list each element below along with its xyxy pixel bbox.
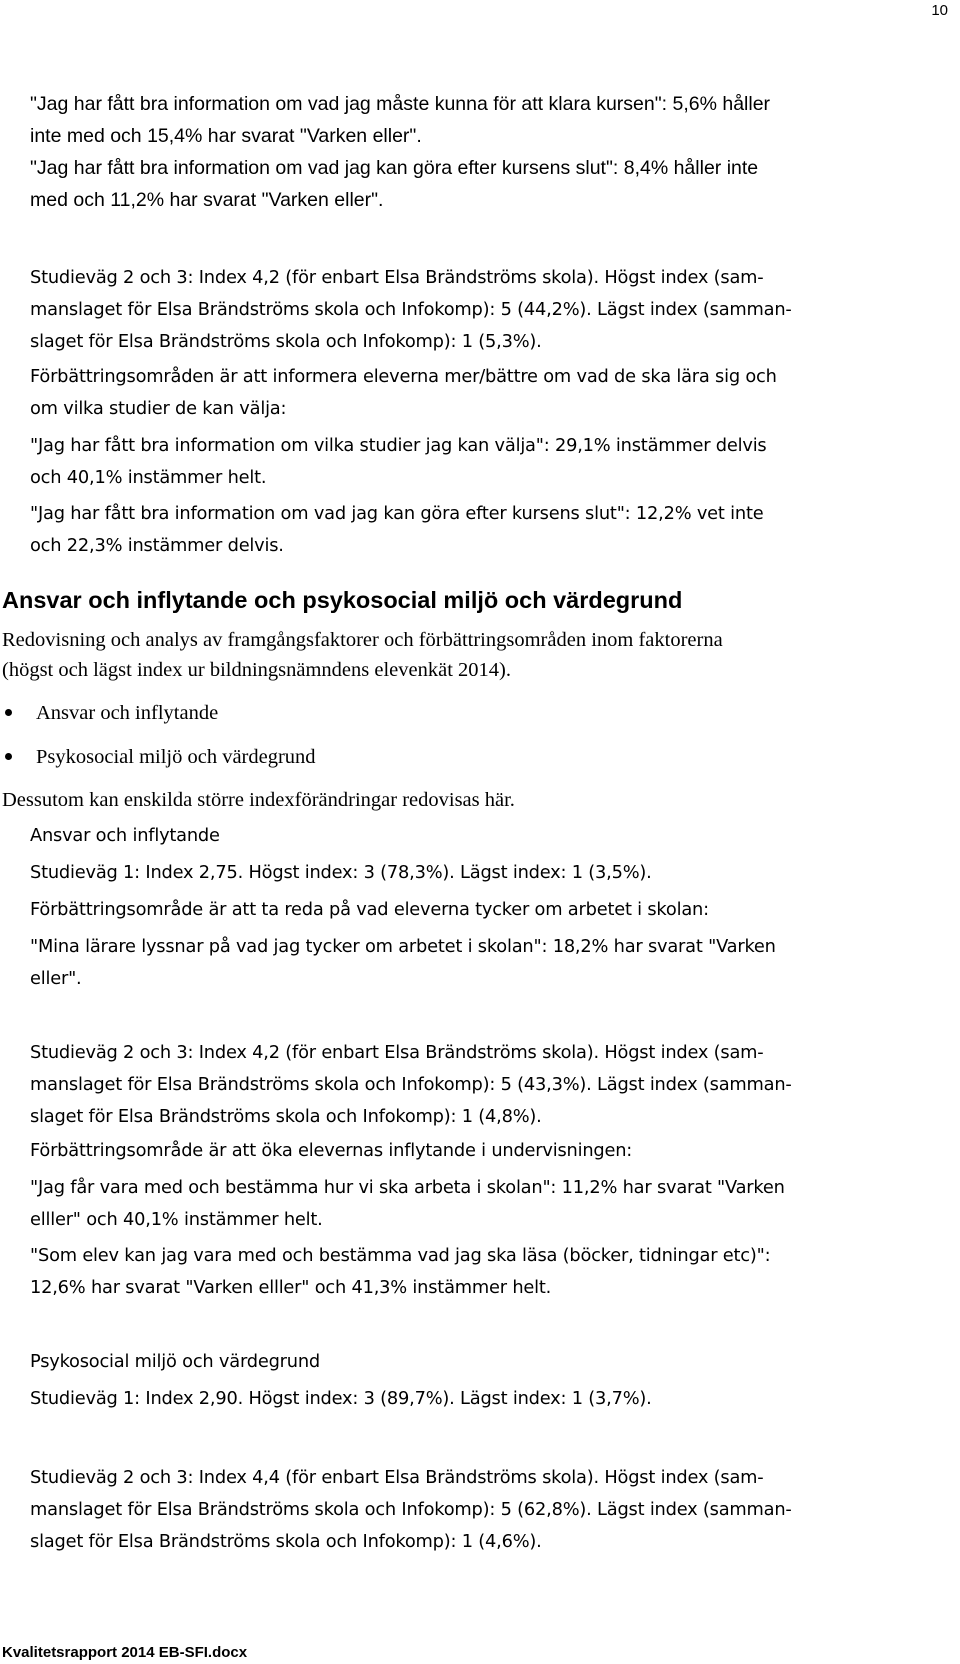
- intro: [2, 625, 907, 685]
- bullet-icon: [5, 709, 12, 716]
- ansvar-title: [30, 820, 935, 852]
- text-line: slaget för Elsa Brändströms skola och Infokomp): 1 (5,3%).: [30, 331, 542, 352]
- footer-filename: Kvalitetsrapport 2014 EB-SFI.docx: [2, 1644, 248, 1661]
- text-line: eller".: [30, 968, 82, 989]
- subsection-title: Psykosocial miljö och värdegrund: [30, 1351, 321, 1372]
- ansvar-improvement1: [30, 894, 935, 926]
- extra-note: [2, 785, 907, 815]
- text-line: Dessutom kan enskilda större indexförändringar redovisas här.: [2, 789, 515, 811]
- section1-quotes: [30, 88, 935, 216]
- bullet-item: [2, 742, 316, 772]
- text-line: Studieväg 2 och 3: Index 4,2 (för enbart Elsa Brändströms skola). Högst index (sam-: [30, 1042, 764, 1063]
- text-line: Studieväg 2 och 3: Index 4,4 (för enbart Elsa Brändströms skola). Högst index (sam-: [30, 1467, 764, 1488]
- text-line: "Som elev kan jag vara med och bestämma vad jag ska läsa (böcker, tidningar etc)":: [30, 1245, 771, 1266]
- text-line: "Jag har fått bra information om vad jag kan göra efter kursens slut": 8,4% håller inte: [30, 157, 759, 179]
- text-line: elller" och 40,1% instämmer helt.: [30, 1209, 323, 1230]
- section-heading: Ansvar och inflytande och psykosocial miljö och värdegrund: [2, 587, 683, 613]
- text-line: manslaget för Elsa Brändströms skola och Infokomp): 5 (62,8%). Lägst index (samman-: [30, 1499, 792, 1520]
- text-line: "Jag har fått bra information om vad jag måste kunna för att klara kursen": 5,6% håller: [30, 93, 771, 115]
- bullet-item: [2, 698, 218, 728]
- bullet-label: Psykosocial miljö och värdegrund: [36, 746, 316, 768]
- text-line: med och 11,2% har svarat "Varken eller".: [30, 189, 384, 211]
- ansvar-quote3: [30, 1240, 935, 1304]
- psyko-sv2: [30, 1462, 935, 1558]
- text-line: "Jag får vara med och bestämma hur vi ska arbeta i skolan": 11,2% har svarat "Varken: [30, 1177, 785, 1198]
- section2-quote1: [30, 430, 935, 494]
- psyko-title: [30, 1346, 935, 1378]
- text-line: inte med och 15,4% har svarat "Varken eller".: [30, 125, 422, 147]
- text-line: Förbättringsområde är att ta reda på vad eleverna tycker om arbetet i skolan:: [30, 899, 709, 920]
- text-line: och 22,3% instämmer delvis.: [30, 535, 284, 556]
- text-line: Studieväg 2 och 3: Index 4,2 (för enbart Elsa Brändströms skola). Högst index (sam-: [30, 267, 764, 288]
- ansvar-quote2: [30, 1172, 935, 1236]
- text-line: 12,6% har svarat "Varken elller" och 41,3% instämmer helt.: [30, 1277, 552, 1298]
- ansvar-improvement2: [30, 1135, 935, 1167]
- text-line: manslaget för Elsa Brändströms skola och Infokomp): 5 (44,2%). Lägst index (samman-: [30, 299, 792, 320]
- text-line: Förbättringsområde är att öka elevernas inflytande i undervisningen:: [30, 1140, 633, 1161]
- text-line: manslaget för Elsa Brändströms skola och Infokomp): 5 (43,3%). Lägst index (samman-: [30, 1074, 792, 1095]
- text-line: "Jag har fått bra information om vilka studier jag kan välja": 29,1% instämmer delvis: [30, 435, 767, 456]
- text-line: "Mina lärare lyssnar på vad jag tycker om arbetet i skolan": 18,2% har svarat "Varken: [30, 936, 776, 957]
- text-line: Studieväg 1: Index 2,75. Högst index: 3 (78,3%). Lägst index: 1 (3,5%).: [30, 862, 652, 883]
- text-line: Studieväg 1: Index 2,90. Högst index: 3 (89,7%). Lägst index: 1 (3,7%).: [30, 1388, 652, 1409]
- subsection-title: Ansvar och inflytande: [30, 825, 220, 846]
- ansvar-sv2: [30, 1037, 935, 1133]
- section2-improvement: [30, 361, 935, 425]
- ansvar-sv1: [30, 857, 935, 889]
- ansvar-quote1: [30, 931, 935, 995]
- bullet-icon: [5, 753, 12, 760]
- section2-quote2: [30, 498, 935, 562]
- text-line: (högst och lägst index ur bildningsnämndens elevenkät 2014).: [2, 659, 511, 681]
- section2-index: [30, 262, 935, 358]
- bullet-label: Ansvar och inflytande: [36, 702, 219, 724]
- text-line: slaget för Elsa Brändströms skola och Infokomp): 1 (4,6%).: [30, 1531, 542, 1552]
- text-line: Förbättringsområden är att informera eleverna mer/bättre om vad de ska lära sig och: [30, 366, 777, 387]
- text-line: Redovisning och analys av framgångsfaktorer och förbättringsområden inom faktorerna: [2, 629, 723, 651]
- text-line: slaget för Elsa Brändströms skola och Infokomp): 1 (4,8%).: [30, 1106, 542, 1127]
- text-line: om vilka studier de kan välja:: [30, 398, 287, 419]
- psyko-sv1: [30, 1383, 935, 1415]
- text-line: "Jag har fått bra information om vad jag kan göra efter kursens slut": 12,2% vet inte: [30, 503, 764, 524]
- text-line: och 40,1% instämmer helt.: [30, 467, 267, 488]
- page-number: 10: [931, 2, 948, 19]
